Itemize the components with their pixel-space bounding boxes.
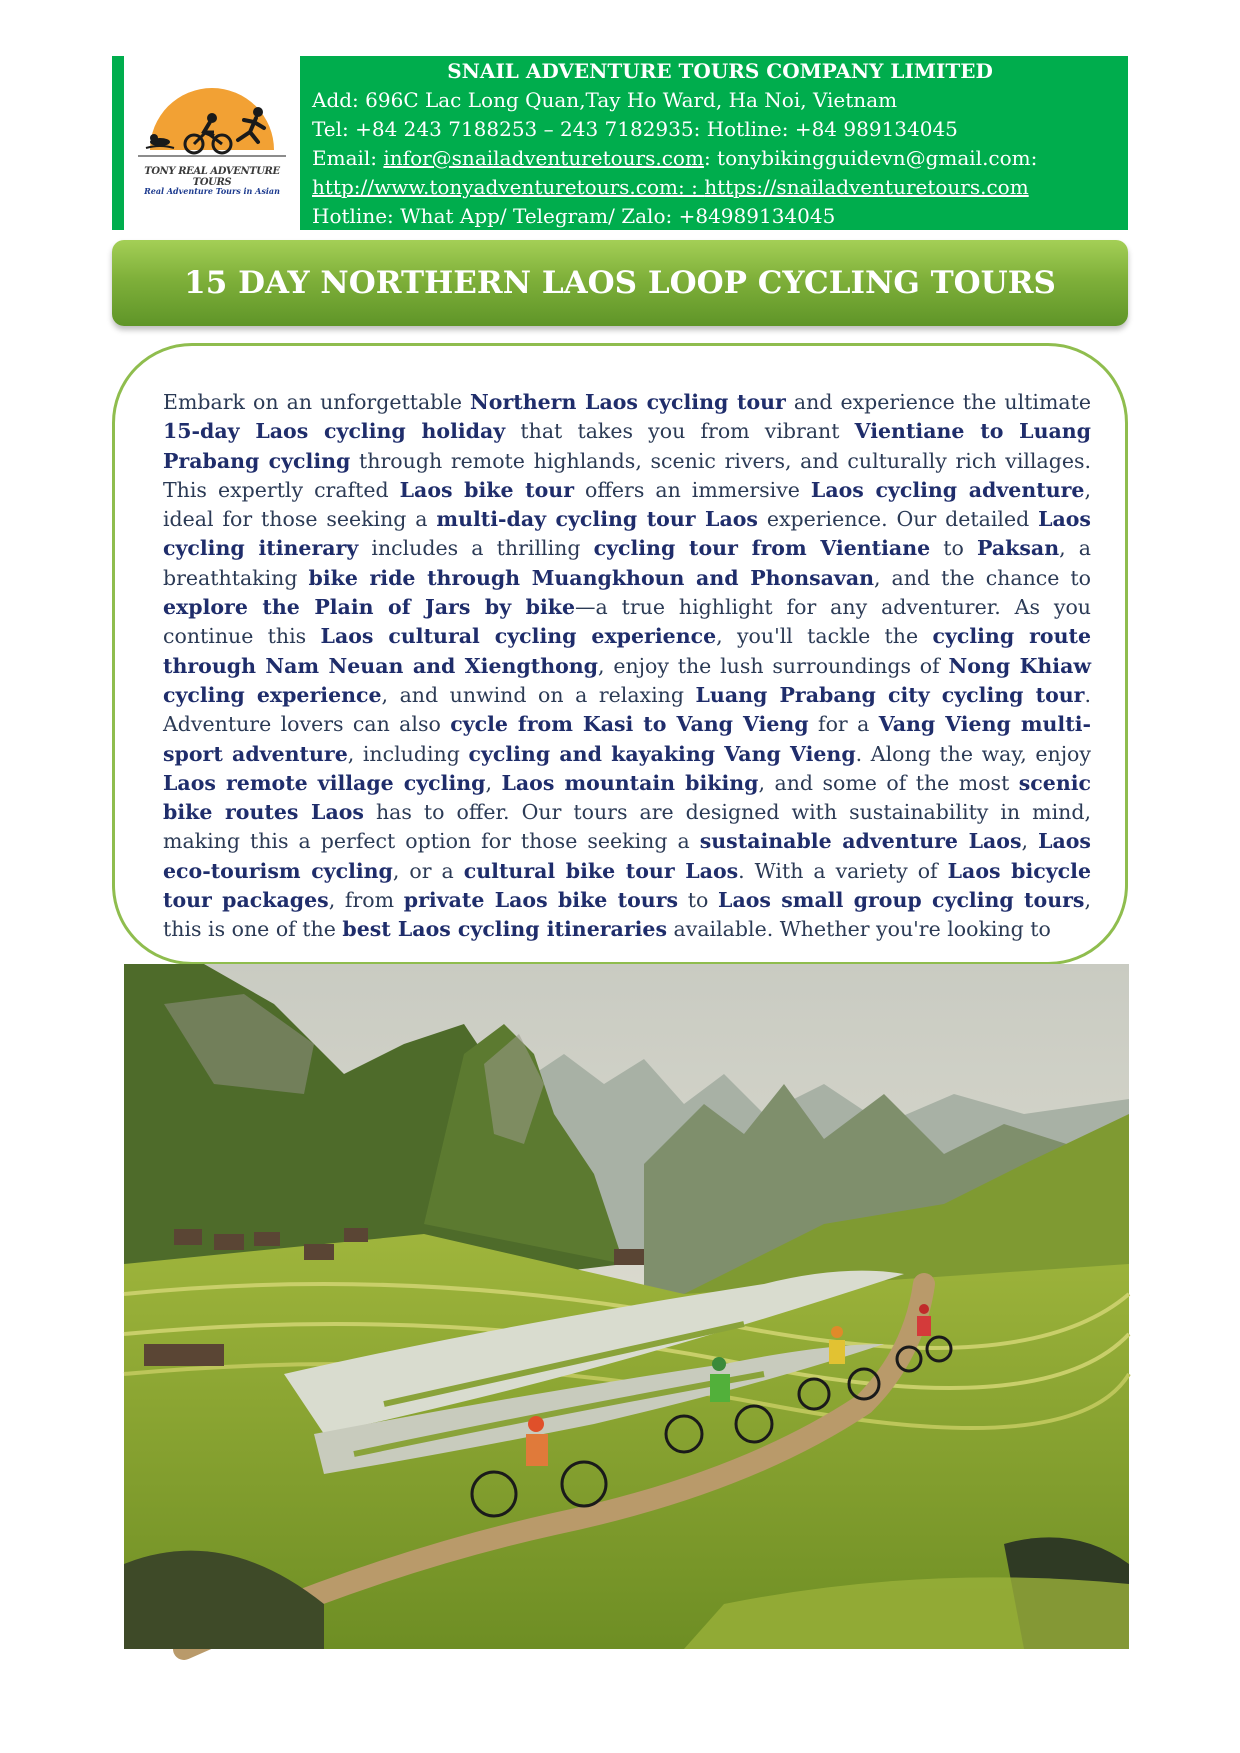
intro-text-run: , including — [347, 741, 469, 766]
email-link[interactable]: infor@snailadventuretours.com — [383, 146, 704, 170]
intro-text-run: available. Whether you're looking to — [667, 917, 1051, 942]
intro-text-run: , — [485, 770, 502, 795]
keyword-highlight: sustainable adventure Laos — [699, 829, 1022, 854]
keyword-highlight: Laos mountain biking — [501, 770, 759, 795]
intro-text-run: , — [1021, 829, 1039, 854]
website-link-2[interactable]: https://snailadventuretours.com — [704, 175, 1029, 199]
keyword-highlight: Laos eco-tourism cycling — [163, 829, 1091, 883]
tour-title: 15 DAY NORTHERN LAOS LOOP CYCLING TOURS — [184, 265, 1056, 301]
intro-text-run: , and the chance to — [874, 565, 1092, 590]
keyword-highlight: multi-day cycling tour Laos — [436, 507, 758, 532]
keyword-highlight: scenic bike routes Laos — [163, 770, 1092, 825]
company-header — [112, 56, 1128, 230]
company-name: SNAIL ADVENTURE TOURS COMPANY LIMITED — [447, 59, 993, 83]
company-websites — [312, 173, 1128, 202]
keyword-highlight: Vang Vieng multi-sport adventure — [163, 712, 1091, 766]
intro-paragraph — [163, 388, 1092, 942]
keyword-highlight: Northern Laos cycling tour — [470, 390, 786, 414]
intro-text-run: and experience the ultimate — [785, 390, 1091, 414]
keyword-highlight: cycling route through Nam Neuan and Xiengthong — [163, 624, 1091, 678]
intro-text-run: . Along the way, enjoy — [855, 741, 1091, 766]
logo-emblem — [124, 56, 300, 230]
intro-text-run: . With a variety of — [738, 858, 948, 883]
logo-name: TONY REAL ADVENTURE TOURS — [144, 166, 280, 188]
intro-text-run: Embark on an unforgettable — [163, 390, 471, 414]
email-label: Email: — [312, 146, 384, 170]
keyword-highlight: Nong Khiaw cycling experience — [163, 653, 1092, 707]
website-link-1[interactable]: http://www.tonyadventuretours.com — [312, 175, 678, 199]
intro-text-run: , enjoy the lush surroundings of — [598, 653, 949, 678]
intro-text-run: through remote highlands, scenic rivers, and culturally rich villages. This expertly crafted — [163, 448, 1091, 502]
company-hotline: Hotline: What App/ Telegram/ Zalo: +84989134045 — [312, 204, 836, 228]
rice-terrace-cycling-photo — [124, 964, 1129, 1649]
intro-text-run: , and unwind on a relaxing — [381, 682, 696, 707]
intro-text-run: , or a — [392, 858, 464, 883]
intro-text-run: , ideal for those seeking a — [163, 477, 1091, 532]
tour-photo — [124, 964, 1129, 1649]
intro-text-run: includes a thrilling — [358, 536, 594, 561]
intro-text-run: to — [930, 536, 978, 561]
keyword-highlight: explore the Plain of Jars by bike — [163, 595, 576, 620]
intro-text-run: . Adventure lovers can also — [163, 682, 1092, 737]
keyword-highlight: best Laos cycling itineraries — [342, 917, 668, 942]
keyword-highlight: private Laos bike tours — [403, 888, 679, 913]
keyword-highlight: Luang Prabang city cycling tour — [695, 682, 1085, 707]
logo-tagline: Real Adventure Tours in Asian — [144, 186, 280, 196]
intro-text-run: offers an immersive — [574, 477, 811, 502]
keyword-highlight: Paksan — [977, 536, 1060, 561]
intro-frame — [112, 343, 1128, 965]
keyword-highlight: Vientiane to Luang Prabang cycling — [163, 419, 1091, 473]
intro-text-run: , you'll tackle the — [716, 624, 933, 649]
company-phone: Tel: +84 243 7188253 – 243 7182935: Hotline: +84 989134045 — [312, 117, 958, 141]
intro-text-run: , a breathtaking — [163, 536, 1091, 590]
keyword-highlight: Laos bike tour — [399, 477, 574, 502]
keyword-highlight: Laos cycling adventure — [810, 477, 1085, 502]
company-email — [312, 144, 1128, 173]
intro-text-run: , and some of the most — [758, 770, 1019, 795]
keyword-highlight: cycling and kayaking Vang Vieng — [468, 741, 856, 766]
keyword-highlight: Laos cycling itinerary — [163, 507, 1091, 561]
intro-text-run: for a — [808, 712, 879, 737]
company-address: Add: 696C Lac Long Quan,Tay Ho Ward, Ha Noi, Vietnam — [312, 88, 898, 112]
keyword-highlight: Laos remote village cycling — [163, 770, 486, 795]
email-rest: : tonybikingguidevn@gmail.com: — [703, 146, 1038, 170]
keyword-highlight: cycle from Kasi to Vang Vieng — [450, 712, 809, 737]
intro-text-run: that takes you from vibrant — [505, 419, 855, 444]
keyword-highlight: cycling tour from Vientiane — [593, 536, 931, 561]
website-separator: : : — [677, 175, 705, 199]
keyword-highlight: Laos cultural cycling experience — [320, 624, 717, 649]
intro-text-run: —a true highlight for any adventurer. As you continue this — [163, 595, 1092, 649]
intro-text-run: , this is one of the — [163, 888, 1091, 942]
intro-text-run: has to offer. Our tours are designed with sustainability in mind, making this a perfect option for those seeking a — [163, 800, 1091, 854]
keyword-highlight: Laos bicycle tour packages — [163, 858, 1091, 913]
intro-text-run: , from — [328, 888, 404, 913]
keyword-highlight: cultural bike tour Laos — [463, 858, 739, 883]
keyword-highlight: Laos small group cycling tours — [718, 888, 1085, 913]
intro-text-run: experience. Our detailed — [757, 507, 1039, 532]
keyword-highlight: 15-day Laos cycling holiday — [163, 419, 506, 444]
intro-text-run: to — [678, 888, 719, 913]
company-info — [312, 56, 1128, 231]
keyword-highlight: bike ride through Muangkhoun and Phonsavan — [308, 565, 875, 590]
tour-title-banner — [112, 240, 1128, 326]
company-logo — [124, 56, 300, 230]
